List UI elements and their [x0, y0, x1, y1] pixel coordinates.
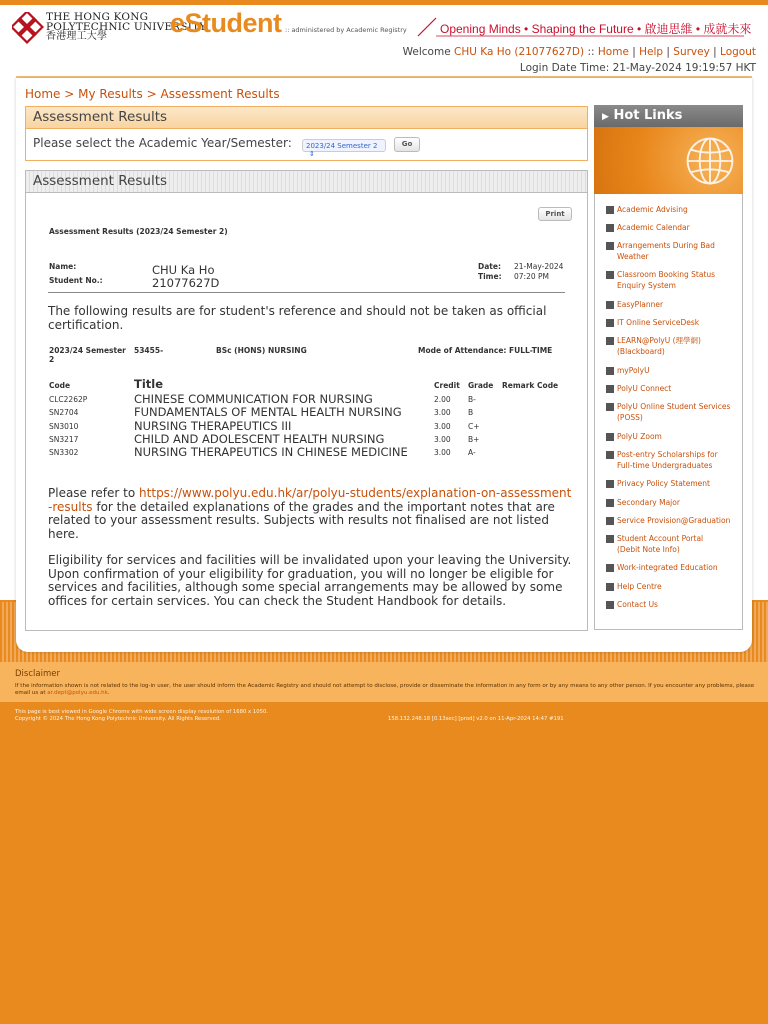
hot-link-label: Academic Advising: [617, 205, 688, 214]
bullet-square-icon: [606, 224, 614, 232]
nav-logout[interactable]: Logout: [720, 46, 756, 58]
notice-text: The following results are for student's reference and should not be taken as official certification.: [48, 304, 547, 332]
student-no-label: Student No.:: [49, 276, 103, 285]
welcome-bar: Welcome CHU Ka Ho (21077627D) :: Home | Help | Survey | Logout: [402, 46, 756, 58]
hot-link-label: PolyU Online Student Services (POSS): [617, 402, 731, 422]
student-no: 21077627D: [152, 276, 220, 290]
globe-icon: [682, 133, 738, 189]
bullet-square-icon: [606, 499, 614, 507]
breadcrumb: [25, 87, 280, 101]
bullet-square-icon: [606, 583, 614, 591]
row-grade: A-: [468, 448, 476, 457]
hot-link-label: IT Online ServiceDesk: [617, 318, 700, 327]
print-button[interactable]: Print: [538, 207, 572, 221]
polyu-logo-icon[interactable]: [12, 12, 44, 44]
hot-link-item[interactable]: [617, 240, 729, 262]
hot-link-item[interactable]: [617, 497, 747, 508]
top-accent-bar: [0, 0, 768, 5]
programme-code: 53455-: [134, 346, 164, 355]
refer-paragraph: [48, 487, 573, 541]
hot-link-item[interactable]: [617, 562, 747, 573]
uni-name-line1: THE HONG KONG: [46, 11, 149, 23]
row-grade: B-: [468, 395, 476, 404]
bullet-square-icon: [606, 517, 614, 525]
bullet-square-icon: [606, 480, 614, 488]
nav-help[interactable]: Help: [639, 46, 664, 58]
hot-link-item[interactable]: [617, 581, 747, 592]
bullet-square-icon: [606, 451, 614, 459]
hot-link-item[interactable]: [617, 269, 729, 291]
bullet-square-icon: [606, 271, 614, 279]
nav-home[interactable]: Home: [597, 46, 629, 58]
hot-link-label: Help Centre: [617, 582, 662, 591]
semester-selected-value: 2023/24 Semester 2: [306, 142, 378, 150]
explanation-link[interactable]: https://www.polyu.edu.hk/ar/polyu-students/explanation-on-assessment-results: [48, 486, 572, 514]
programme-name: BSc (HONS) NURSING: [216, 346, 307, 355]
hot-link-item[interactable]: [617, 431, 747, 442]
hot-link-label: PolyU Connect: [617, 384, 672, 393]
col-code: Code: [49, 381, 71, 390]
row-title: NURSING THERAPEUTICS IN CHINESE MEDICINE: [134, 445, 408, 459]
nav-survey[interactable]: Survey: [673, 46, 710, 58]
hot-link-item[interactable]: [617, 204, 747, 215]
hot-links-title: Hot Links: [613, 108, 683, 123]
hot-link-label: Service Provision@Graduation: [617, 516, 731, 525]
hot-link-label: Classroom Booking Status Enquiry System: [617, 270, 716, 290]
row-credit: 2.00: [434, 395, 451, 404]
col-remark: Remark Code: [502, 381, 559, 390]
hot-link-label: Secondary Major: [617, 498, 680, 507]
bullet-square-icon: [606, 385, 614, 393]
row-credit: 3.00: [434, 448, 451, 457]
app-title: eStudent: [170, 8, 282, 38]
mode-of-attendance: Mode of Attendance: FULL-TIME: [418, 346, 553, 355]
login-time: Login Date Time: 21-May-2024 19:19:57 HKT: [519, 62, 756, 74]
copyright-text: Copyright © 2024 The Hong Kong Polytechnic University. All Rights Reserved.: [15, 716, 221, 722]
date-label: Date:: [478, 262, 501, 271]
admin-text: :: administered by Academic Registry: [285, 26, 407, 34]
bullet-square-icon: [606, 535, 614, 543]
breadcrumb-sep: >: [146, 87, 157, 101]
semester-select[interactable]: [302, 139, 386, 158]
disclaimer-title: Disclaimer: [15, 669, 60, 679]
hot-link-label: Academic Calendar: [617, 223, 690, 232]
results-heading: Assessment Results (2023/24 Semester 2): [49, 227, 228, 236]
server-info: 158.132.248.18 [0.13sec] [prod] v2.0 on 11-Apr-2024 14:47 #191: [388, 716, 564, 722]
go-button[interactable]: Go: [394, 137, 420, 152]
separator: ::: [587, 46, 595, 58]
bullet-square-icon: [606, 206, 614, 214]
hot-link-item[interactable]: [617, 383, 747, 394]
disclaimer-email-link[interactable]: ar.dept@polyu.edu.hk: [47, 690, 108, 696]
footer-info: [15, 709, 268, 723]
col-title: Title: [134, 377, 164, 391]
eligibility-text: Eligibility for services and facilities will be invalidated upon your leaving the University. Upon confirmation of your eligibility for graduation, you will no longer be eligible for services and facilities, although some special arrangements may be allowed by some offices for certain services. You can check the Student Handbook for details.: [48, 553, 572, 608]
chevron-updown-icon: ⇕: [309, 150, 315, 158]
welcome-label: Welcome: [402, 46, 451, 58]
hot-link-label: Work-integrated Education: [617, 563, 718, 572]
hot-link-item[interactable]: [617, 515, 747, 526]
row-title: CHINESE COMMUNICATION FOR NURSING: [134, 392, 373, 406]
uni-name-chinese: 香港理工大學: [46, 31, 108, 42]
results-panel-title: Assessment Results: [26, 171, 587, 193]
breadcrumb-my-results[interactable]: My Results: [78, 87, 143, 101]
disclaimer-text: If the information shown is not related to the log-in user, the user should inform the Academic Registry and should not attempt to disclose, provide or disseminate the information in any form or by any means to any other person. If you encounter any problems, please email us at ar.dept@polyu.edu.hk.: [15, 683, 755, 696]
hot-link-item[interactable]: [617, 365, 747, 376]
time-value: 07:20 PM: [514, 272, 549, 281]
best-viewed-text: This page is best viewed in Google Chrome with wide screen display resolution of 1680 x 1050.: [15, 709, 269, 715]
row-grade: C+: [468, 422, 480, 431]
hot-link-label: PolyU Zoom: [617, 432, 662, 441]
bullet-square-icon: [606, 301, 614, 309]
student-name: CHU Ka Ho: [152, 263, 215, 277]
breadcrumb-home[interactable]: Home: [25, 87, 61, 101]
bullet-square-icon: [606, 319, 614, 327]
hot-link-label: Privacy Policy Statement: [617, 479, 710, 488]
col-grade: Grade: [468, 381, 494, 390]
bullet-square-icon: [606, 433, 614, 441]
row-grade: B+: [468, 435, 480, 444]
hot-link-label: EasyPlanner: [617, 300, 664, 309]
hot-link-item[interactable]: [617, 222, 747, 233]
breadcrumb-sep: >: [64, 87, 75, 101]
user-name: CHU Ka Ho (21077627D): [454, 46, 585, 58]
row-code: SN3302: [49, 448, 79, 457]
semester-label: Please select the Academic Year/Semester:: [33, 136, 292, 150]
row-code: SN3217: [49, 435, 79, 444]
disclaimer-body: If the information shown is not related to the log-in user, the user should inform the Academic Registry and should not attempt to disclose, provide or disseminate the information in any form or by any means to any other person. If you encounter any problems, please email us at: [15, 683, 755, 696]
row-code: SN3010: [49, 422, 79, 431]
bullet-square-icon: [606, 564, 614, 572]
uni-name-line2: POLYTECHNIC UNIVERSITY: [46, 21, 207, 33]
date-value: 21-May-2024: [514, 262, 564, 271]
semester-text: 2023/24 Semester 2: [49, 346, 126, 364]
bullet-square-icon: [606, 242, 614, 250]
row-credit: 3.00: [434, 422, 451, 431]
hot-link-item[interactable]: [617, 299, 747, 310]
refer-pre-text: Please refer to: [48, 486, 136, 500]
bullet-square-icon: [606, 601, 614, 609]
hot-link-item[interactable]: [617, 401, 735, 423]
breadcrumb-assessment-results[interactable]: Assessment Results: [160, 87, 280, 101]
hot-link-item[interactable]: [617, 317, 747, 328]
hot-link-label: myPolyU: [617, 366, 650, 375]
hot-link-label: LEARN@PolyU (理學網) (Blackboard): [617, 336, 701, 356]
row-code: SN2704: [49, 408, 79, 417]
bullet-square-icon: [606, 337, 614, 345]
bullet-square-icon: [606, 403, 614, 411]
refer-post-text: for the detailed explanations of the grades and the important notes that are related to your assessment results. Subjects with results not finalised are not listed here.: [48, 499, 555, 541]
row-credit: 3.00: [434, 435, 451, 444]
hot-links-banner: [594, 127, 743, 194]
bullet-square-icon: [606, 367, 614, 375]
hot-links-list: [594, 194, 743, 630]
hot-link-label: Student Account Portal (Debit Note Info): [617, 534, 704, 554]
slogan: Opening Minds • Shaping the Future • 啟迪思維 • 成就未來: [440, 22, 752, 36]
time-label: Time:: [478, 272, 502, 281]
hot-link-item[interactable]: [617, 335, 717, 357]
row-title: FUNDAMENTALS OF MENTAL HEALTH NURSING: [134, 405, 402, 419]
row-credit: 3.00: [434, 408, 451, 417]
col-credit: Credit: [434, 381, 460, 390]
triangle-right-icon: ▶: [602, 112, 609, 122]
hot-link-item[interactable]: [617, 449, 725, 471]
hot-link-label: Arrangements During Bad Weather: [617, 241, 715, 261]
name-label: Name:: [49, 262, 77, 271]
row-code: CLC2262P: [49, 395, 88, 404]
row-title: CHILD AND ADOLESCENT HEALTH NURSING: [134, 432, 385, 446]
hot-link-item[interactable]: [617, 478, 747, 489]
row-grade: B: [468, 408, 474, 417]
semester-select-panel: [25, 106, 588, 161]
hot-links-header: [594, 105, 743, 127]
row-title: NURSING THERAPEUTICS III: [134, 419, 292, 433]
hot-link-item[interactable]: [617, 533, 717, 555]
hot-link-label: Post-entry Scholarships for Full-time Undergraduates: [617, 450, 718, 470]
hot-link-item[interactable]: [617, 599, 747, 610]
results-panel: [25, 170, 588, 631]
hot-link-label: Contact Us: [617, 600, 658, 609]
divider: [48, 292, 565, 293]
panel-title: Assessment Results: [26, 107, 587, 129]
